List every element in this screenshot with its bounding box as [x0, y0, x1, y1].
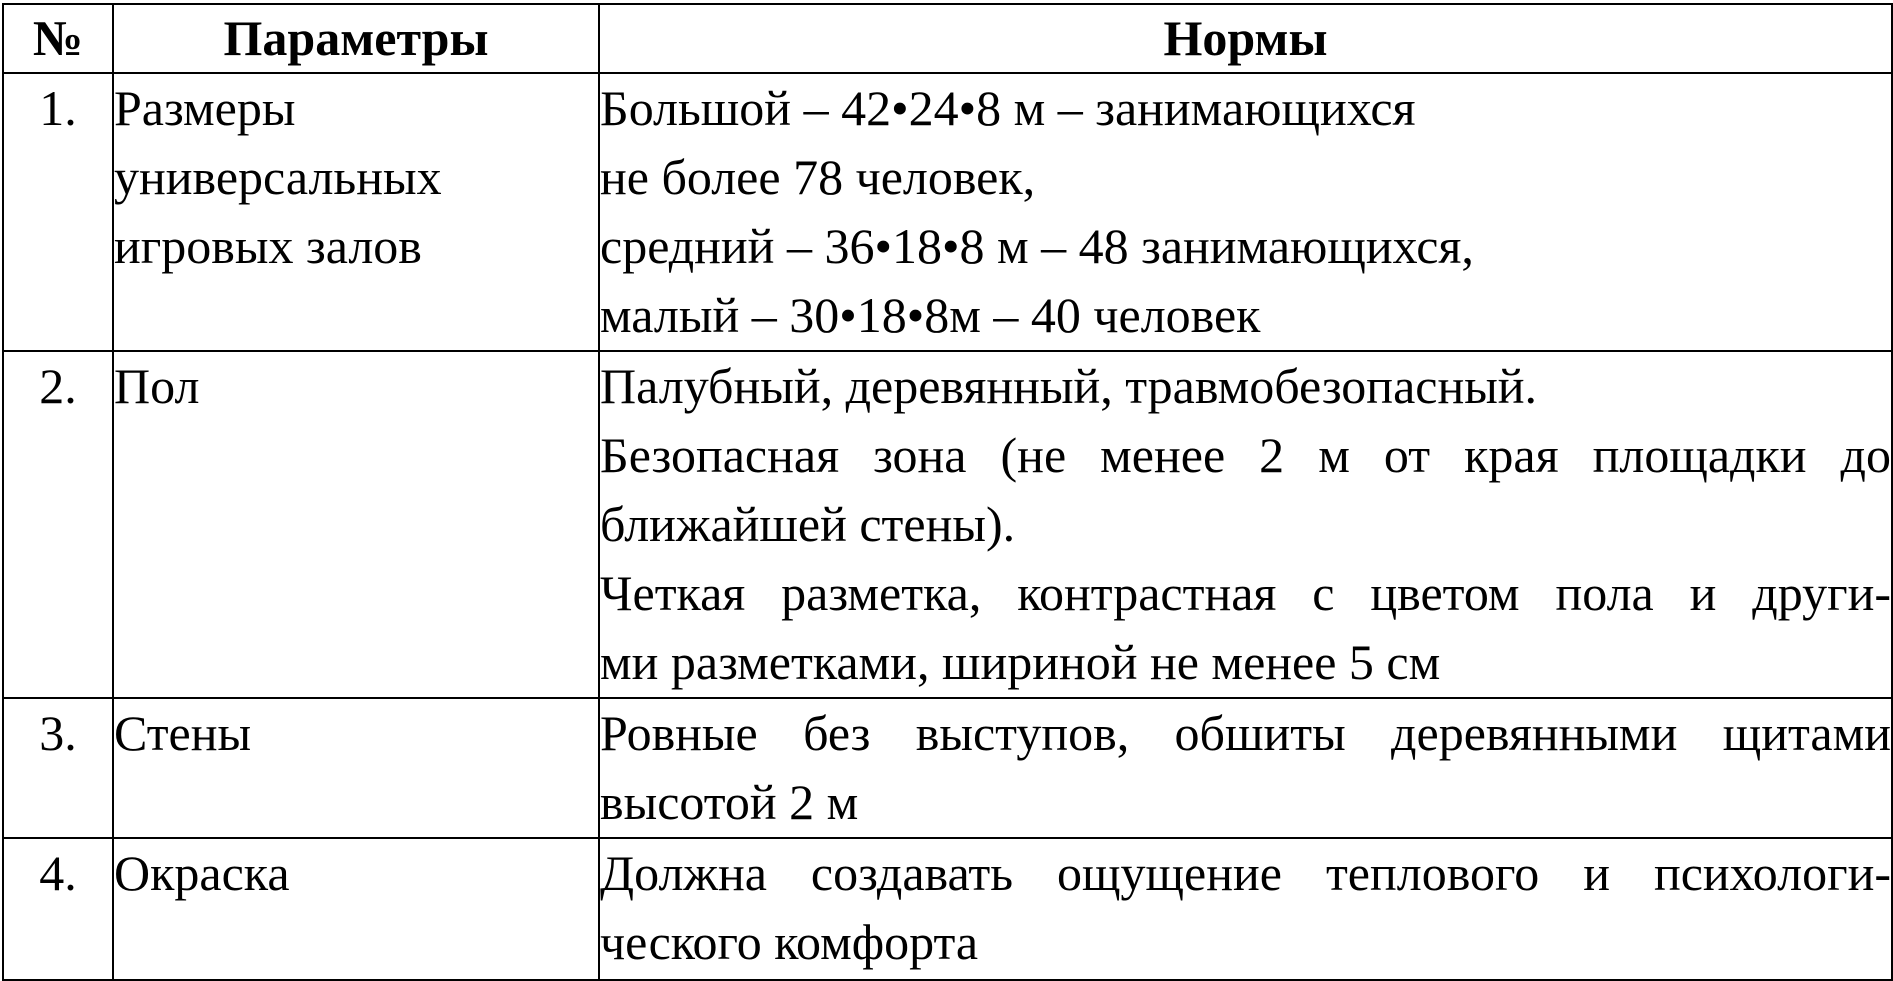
norm-line: средний – 36•18•8 м – 48 занимающихся, — [600, 218, 1474, 274]
table-row — [3, 838, 1892, 980]
parameter-line: Размеры — [114, 80, 296, 136]
row-number: 1. — [3, 73, 113, 351]
norm-cell — [599, 73, 1892, 351]
row-number: 2. — [3, 351, 113, 698]
norm-line: Безопасная зона (не менее 2 м от края площадки до — [600, 427, 1891, 483]
table-row — [3, 351, 1892, 698]
table-header-row — [3, 4, 1892, 73]
parameter-line: Стены — [114, 705, 252, 761]
header-parameters: Параметры — [113, 4, 599, 73]
header-number: № — [3, 4, 113, 73]
row-number: 4. — [3, 838, 113, 980]
parameter-cell — [113, 698, 599, 838]
norm-line: ближайшей стены). — [600, 496, 1016, 552]
norm-line: Ровные без выступов, обшиты деревянными щитами — [600, 705, 1891, 761]
row-number: 3. — [3, 698, 113, 838]
parameter-line: универсальных — [114, 149, 442, 205]
parameter-line: игровых залов — [114, 218, 422, 274]
norm-line: малый – 30•18•8м – 40 человек — [600, 287, 1261, 343]
table-row — [3, 698, 1892, 838]
parameter-line: Пол — [114, 358, 200, 414]
parameter-cell — [113, 351, 599, 698]
norm-line: Четкая разметка, контрастная с цветом пола и други- — [600, 565, 1891, 621]
parameter-cell — [113, 838, 599, 980]
table-row — [3, 73, 1892, 351]
norm-line: не более 78 человек, — [600, 149, 1036, 205]
parameter-line: Окраска — [114, 845, 290, 901]
norm-line: высотой 2 м — [600, 774, 859, 830]
norm-line: Должна создавать ощущение теплового и психологи- — [600, 845, 1891, 901]
norm-cell — [599, 838, 1892, 980]
norm-cell — [599, 351, 1892, 698]
norm-cell — [599, 698, 1892, 838]
parameter-cell — [113, 73, 599, 351]
norm-line: Палубный, деревянный, травмобезопасный. — [600, 358, 1538, 414]
norms-table — [2, 3, 1893, 981]
norm-line: ми разметками, шириной не менее 5 см — [600, 634, 1441, 690]
norm-line: ческого комфорта — [600, 914, 979, 970]
norm-line: Большой – 42•24•8 м – занимающихся — [600, 80, 1416, 136]
header-norms: Нормы — [599, 4, 1892, 73]
